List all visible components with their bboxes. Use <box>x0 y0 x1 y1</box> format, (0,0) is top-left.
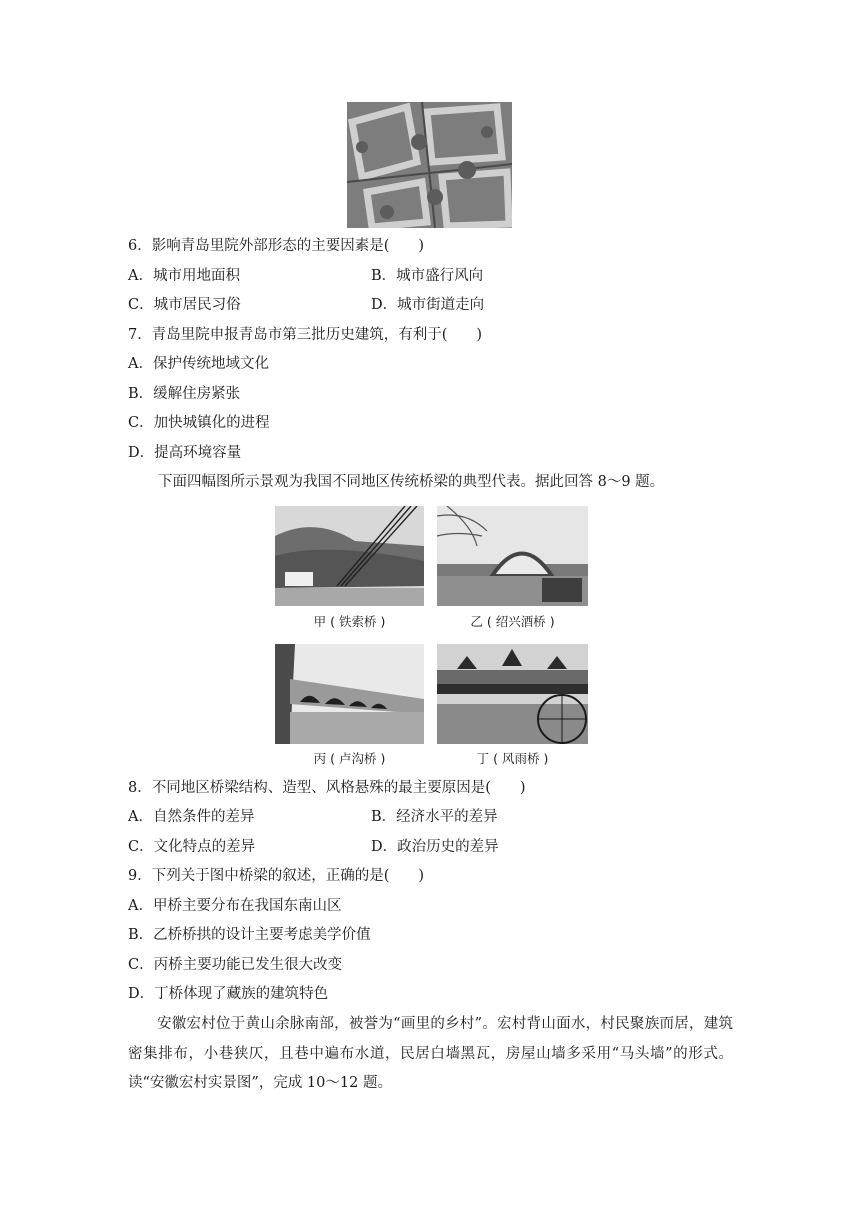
photo-shaoxing-wine-bridge <box>437 506 588 606</box>
question-6-option-d: D．城市街道走向 <box>371 297 485 313</box>
question-8-option-c: C．文化特点的差异 <box>128 839 256 855</box>
question-9-stem: 9．下列关于图中桥梁的叙述，正确的是( ) <box>128 868 425 884</box>
question-9-option-a: A．甲桥主要分布在我国东南山区 <box>128 898 342 914</box>
photo-iron-chain-bridge <box>275 506 424 606</box>
question-7-stem: 7．青岛里院申报青岛市第三批历史建筑，有利于( ) <box>128 327 483 343</box>
question-8-option-d: D．政治历史的差异 <box>371 839 499 855</box>
aerial-photo-qingdao <box>347 102 512 228</box>
question-9-option-d: D．丁桥体现了藏族的建筑特色 <box>128 986 329 1002</box>
intro-10-12: 安徽宏村位于黄山余脉南部，被誉为“画里的乡村”。宏村背山面水，村民聚族而居，建筑密集排布，小巷狭仄，且巷中遍布水道，民居白墙黑瓦，房屋山墙多采用“马头墙”的形式。读“安徽宏村实景图”，完成 10～12 题。 <box>128 1016 733 1091</box>
photo-wind-rain-bridge <box>437 644 588 744</box>
question-9-option-c: C．丙桥主要功能已发生很大改变 <box>128 957 343 973</box>
question-8-option-b: B．经济水平的差异 <box>371 809 498 825</box>
question-7-option-a: A．保护传统地域文化 <box>128 356 269 372</box>
question-7-option-d: D．提高环境容量 <box>128 445 242 461</box>
question-6-stem: 6．影响青岛里院外部形态的主要因素是( ) <box>128 238 425 254</box>
question-9-option-b: B．乙桥桥拱的设计主要考虑美学价值 <box>128 927 371 943</box>
question-6-option-a: A．城市用地面积 <box>128 268 240 284</box>
caption-jia: 甲 ( 铁索桥 ) <box>313 614 386 629</box>
question-6-option-c: C．城市居民习俗 <box>128 297 241 313</box>
photo-lugou-bridge <box>275 644 424 744</box>
question-8-option-a: A．自然条件的差异 <box>128 809 255 825</box>
question-7-option-b: B．缓解住房紧张 <box>128 386 241 402</box>
caption-ding: 丁 ( 风雨桥 ) <box>476 751 549 766</box>
caption-bing: 丙 ( 卢沟桥 ) <box>313 751 386 766</box>
question-6-option-b: B．城市盛行风向 <box>371 268 484 284</box>
intro-8-9: 下面四幅图所示景观为我国不同地区传统桥梁的典型代表。据此回答 8～9 题。 <box>158 474 665 490</box>
question-7-option-c: C．加快城镇化的进程 <box>128 415 270 431</box>
question-8-stem: 8．不同地区桥梁结构、造型、风格悬殊的最主要原因是( ) <box>128 780 526 796</box>
caption-yi: 乙 ( 绍兴酒桥 ) <box>470 614 555 629</box>
